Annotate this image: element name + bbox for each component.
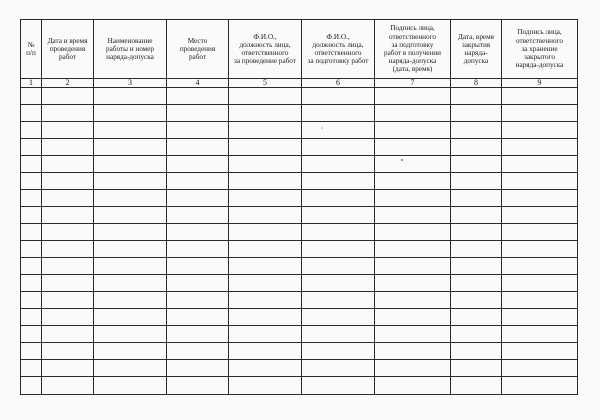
empty-cell: [502, 190, 578, 207]
empty-cell: [502, 292, 578, 309]
empty-cell: [451, 292, 502, 309]
empty-cell: [375, 326, 451, 343]
header-row: [21, 20, 578, 79]
empty-cell: [302, 360, 375, 377]
empty-cell: [451, 360, 502, 377]
empty-cell: [451, 224, 502, 241]
empty-cell: [451, 326, 502, 343]
empty-cell: [94, 377, 167, 395]
empty-cell: [375, 156, 451, 173]
empty-cell: [302, 156, 375, 173]
empty-cell: [21, 173, 42, 190]
empty-cell: [502, 122, 578, 139]
empty-cell: [167, 258, 229, 275]
empty-cell: [451, 173, 502, 190]
empty-cell: [167, 173, 229, 190]
empty-cell: [42, 309, 94, 326]
empty-cell: [42, 377, 94, 395]
empty-cell: [502, 258, 578, 275]
empty-cell: [167, 275, 229, 292]
empty-cell: [229, 309, 302, 326]
col-header-person-responsible-for-work: Ф.И.О., должность лица, ответственного за проведение работ: [229, 20, 302, 79]
empty-cell: [375, 88, 451, 105]
empty-cell: [502, 224, 578, 241]
empty-cell: [502, 275, 578, 292]
empty-cell: [42, 360, 94, 377]
empty-cell: [302, 292, 375, 309]
col-header-closing-datetime: Дата, время закрытия наряда- допуска: [451, 20, 502, 79]
empty-cell: [21, 360, 42, 377]
empty-cell: [42, 88, 94, 105]
empty-cell: [167, 105, 229, 122]
empty-cell: [375, 190, 451, 207]
empty-cell: [21, 105, 42, 122]
column-number: 6: [302, 79, 375, 88]
empty-cell: [229, 190, 302, 207]
empty-cell: [451, 275, 502, 292]
empty-cell: [229, 292, 302, 309]
table-row: [21, 292, 578, 309]
empty-cell: [229, 360, 302, 377]
col-header-work-location: Место проведения работ: [167, 20, 229, 79]
empty-cell: [451, 190, 502, 207]
empty-cell: [167, 88, 229, 105]
column-number: 8: [451, 79, 502, 88]
empty-cell: [229, 173, 302, 190]
empty-cell: [21, 377, 42, 395]
empty-cell: [302, 105, 375, 122]
empty-cell: [502, 343, 578, 360]
column-number-row: [21, 79, 578, 88]
empty-cell: [21, 292, 42, 309]
empty-cell: [375, 122, 451, 139]
empty-cell: [42, 292, 94, 309]
empty-cell: [42, 190, 94, 207]
table-row: [21, 224, 578, 241]
empty-cell: [94, 360, 167, 377]
empty-cell: [451, 258, 502, 275]
empty-cell: [302, 309, 375, 326]
empty-cell: [94, 343, 167, 360]
empty-cell: [502, 105, 578, 122]
empty-cell: [167, 207, 229, 224]
empty-cell: [375, 292, 451, 309]
table-row: [21, 275, 578, 292]
table-row: [21, 88, 578, 105]
empty-cell: [94, 88, 167, 105]
empty-cell: [229, 207, 302, 224]
column-number: 7: [375, 79, 451, 88]
empty-cell: [42, 156, 94, 173]
table-row: [21, 326, 578, 343]
empty-cell: [375, 258, 451, 275]
empty-cell: [375, 309, 451, 326]
empty-cell: [502, 156, 578, 173]
table-row: [21, 156, 578, 173]
empty-cell: [451, 241, 502, 258]
empty-cell: [94, 292, 167, 309]
empty-cell: [302, 241, 375, 258]
empty-cell: [167, 360, 229, 377]
empty-cell: [502, 88, 578, 105]
empty-cell: [502, 326, 578, 343]
empty-cell: [302, 190, 375, 207]
table-row: [21, 343, 578, 360]
empty-cell: [94, 139, 167, 156]
empty-cell: [451, 207, 502, 224]
empty-cell: [167, 343, 229, 360]
column-number: 4: [167, 79, 229, 88]
col-header-receipt-signature: Подпись лица, ответственного за подготовку работ в получении наряда-допуска (дата, время): [375, 20, 451, 79]
work-permit-log-table: [20, 19, 578, 395]
empty-cell: [21, 207, 42, 224]
empty-cell: [302, 88, 375, 105]
empty-cell: [94, 258, 167, 275]
col-header-work-datetime: Дата и время проведения работ: [42, 20, 94, 79]
empty-cell: [302, 258, 375, 275]
empty-cell: [375, 241, 451, 258]
empty-cell: [42, 105, 94, 122]
empty-cell: [94, 105, 167, 122]
table-row: [21, 122, 578, 139]
empty-cell: [375, 377, 451, 395]
empty-cell: [229, 122, 302, 139]
empty-cell: [375, 343, 451, 360]
empty-cell: [21, 224, 42, 241]
log-body: [21, 88, 578, 395]
empty-cell: [302, 173, 375, 190]
empty-cell: [21, 309, 42, 326]
empty-cell: [21, 241, 42, 258]
empty-cell: [21, 139, 42, 156]
empty-cell: [42, 275, 94, 292]
empty-cell: [21, 190, 42, 207]
empty-cell: [94, 207, 167, 224]
table-row: [21, 173, 578, 190]
empty-cell: [167, 292, 229, 309]
empty-cell: [42, 173, 94, 190]
empty-cell: [42, 326, 94, 343]
table-row: [21, 207, 578, 224]
empty-cell: [167, 190, 229, 207]
empty-cell: [302, 122, 375, 139]
empty-cell: [229, 156, 302, 173]
empty-cell: [229, 275, 302, 292]
empty-cell: [229, 258, 302, 275]
empty-cell: [451, 122, 502, 139]
col-header-number: № п/п: [21, 20, 42, 79]
empty-cell: [21, 258, 42, 275]
table-row: [21, 309, 578, 326]
empty-cell: [451, 309, 502, 326]
empty-cell: [302, 207, 375, 224]
empty-cell: [94, 241, 167, 258]
empty-cell: [502, 377, 578, 395]
empty-cell: [42, 258, 94, 275]
empty-cell: [167, 139, 229, 156]
table-row: [21, 105, 578, 122]
empty-cell: [167, 122, 229, 139]
empty-cell: [94, 224, 167, 241]
empty-cell: [94, 190, 167, 207]
column-number: 1: [21, 79, 42, 88]
empty-cell: [375, 207, 451, 224]
empty-cell: [167, 326, 229, 343]
column-number: 3: [94, 79, 167, 88]
empty-cell: [451, 377, 502, 395]
empty-cell: [451, 105, 502, 122]
empty-cell: [167, 309, 229, 326]
table-row: [21, 190, 578, 207]
empty-cell: [21, 156, 42, 173]
table-row: [21, 241, 578, 258]
empty-cell: [502, 207, 578, 224]
empty-cell: [94, 122, 167, 139]
col-header-storage-signature: Подпись лица, ответственного за хранение закрытого наряда-допуска: [502, 20, 578, 79]
empty-cell: [502, 173, 578, 190]
column-number: 2: [42, 79, 94, 88]
empty-cell: [375, 275, 451, 292]
empty-cell: [21, 122, 42, 139]
table-row: [21, 139, 578, 156]
empty-cell: [167, 241, 229, 258]
empty-cell: [94, 173, 167, 190]
empty-cell: [42, 139, 94, 156]
table-row: [21, 258, 578, 275]
empty-cell: [167, 377, 229, 395]
empty-cell: [375, 360, 451, 377]
empty-cell: [375, 105, 451, 122]
empty-cell: [302, 275, 375, 292]
empty-cell: [21, 343, 42, 360]
empty-cell: [229, 343, 302, 360]
empty-cell: [94, 275, 167, 292]
empty-cell: [94, 326, 167, 343]
empty-cell: [42, 343, 94, 360]
table-row: [21, 360, 578, 377]
empty-cell: [229, 139, 302, 156]
empty-cell: [21, 275, 42, 292]
empty-cell: [502, 360, 578, 377]
empty-cell: [375, 139, 451, 156]
empty-cell: [451, 343, 502, 360]
empty-cell: [42, 241, 94, 258]
empty-cell: [302, 343, 375, 360]
empty-cell: [229, 105, 302, 122]
empty-cell: [229, 377, 302, 395]
col-header-work-name-permit-number: Наименование работы и номер наряда-допуска: [94, 20, 167, 79]
empty-cell: [21, 88, 42, 105]
empty-cell: [375, 173, 451, 190]
empty-cell: [502, 139, 578, 156]
empty-cell: [42, 224, 94, 241]
empty-cell: [451, 156, 502, 173]
empty-cell: [94, 309, 167, 326]
col-header-person-responsible-for-preparation: Ф.И.О., должность лица, ответственного за подготовку работ: [302, 20, 375, 79]
column-number: 5: [229, 79, 302, 88]
empty-cell: [451, 88, 502, 105]
empty-cell: [502, 309, 578, 326]
column-number: 9: [502, 79, 578, 88]
empty-cell: [21, 326, 42, 343]
empty-cell: [94, 156, 167, 173]
empty-cell: [302, 224, 375, 241]
empty-cell: [167, 156, 229, 173]
empty-cell: [229, 224, 302, 241]
empty-cell: [451, 139, 502, 156]
empty-cell: [302, 326, 375, 343]
empty-cell: [42, 207, 94, 224]
empty-cell: [167, 224, 229, 241]
empty-cell: [229, 88, 302, 105]
empty-cell: [302, 139, 375, 156]
empty-cell: [502, 241, 578, 258]
empty-cell: [229, 241, 302, 258]
empty-cell: [42, 122, 94, 139]
table-row: [21, 377, 578, 395]
empty-cell: [302, 377, 375, 395]
empty-cell: [375, 224, 451, 241]
empty-cell: [229, 326, 302, 343]
